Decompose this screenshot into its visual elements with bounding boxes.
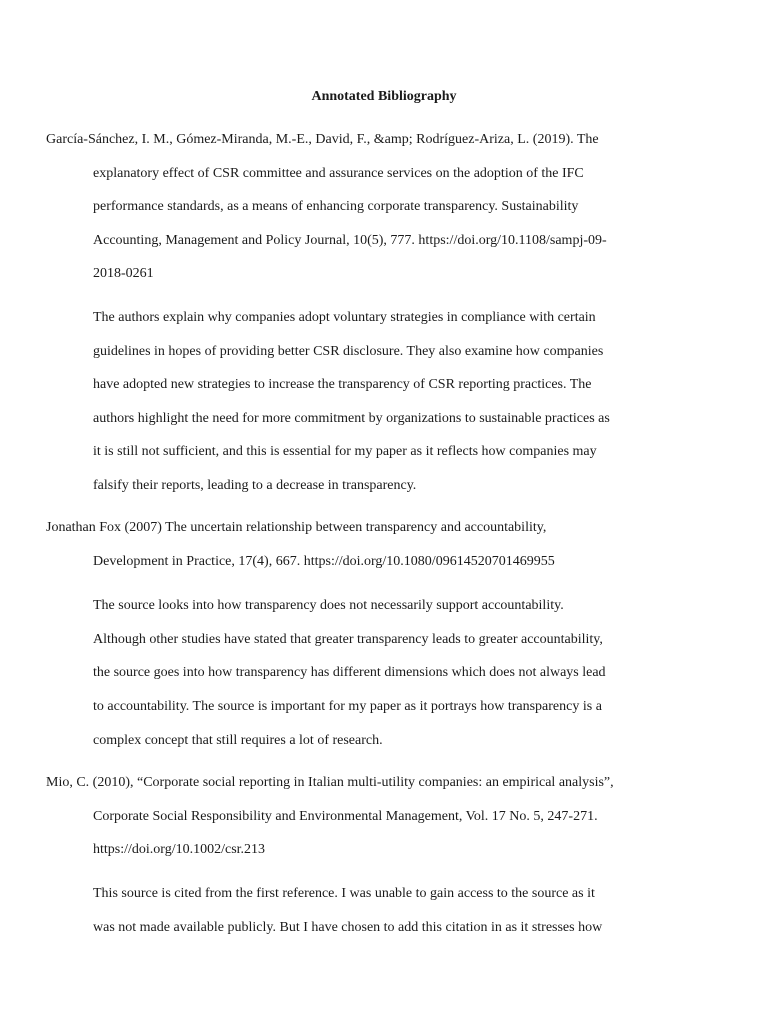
entry-1-annotation-line-5: it is still not sufficient, and this is essential for my paper as it reflects how companies may <box>93 444 597 459</box>
entry-1-citation-line-3: performance standards, as a means of enhancing corporate transparency. Sustainability <box>93 199 579 214</box>
entry-2-annotation-line-3: the source goes into how transparency has different dimensions which does not always lead <box>93 665 606 680</box>
entry-2-annotation-line-1: The source looks into how transparency does not necessarily support accountability. <box>93 598 564 613</box>
entry-2-citation-line-2: Development in Practice, 17(4), 667. https://doi.org/10.1080/09614520701469955 <box>93 554 555 569</box>
entry-1-citation-line-4: Accounting, Management and Policy Journal, 10(5), 777. https://doi.org/10.1108/sampj-09- <box>93 233 607 248</box>
entry-3-citation-line-3: https://doi.org/10.1002/csr.213 <box>93 842 266 857</box>
entry-1-citation-line-1: García-Sánchez, I. M., Gómez-Miranda, M.-E., David, F., &amp; Rodríguez-Ariza, L. (2019). The <box>46 132 599 147</box>
entry-2-annotation-line-4: to accountability. The source is important for my paper as it portrays how transparency is a <box>93 699 602 714</box>
entry-1-citation-line-5: 2018-0261 <box>93 266 154 281</box>
entry-2-annotation-line-5: complex concept that still requires a lot of research. <box>93 733 383 748</box>
page-title: Annotated Bibliography <box>311 89 457 104</box>
entry-1-annotation-line-6: falsify their reports, leading to a decrease in transparency. <box>93 478 417 493</box>
entry-1-annotation-line-3: have adopted new strategies to increase the transparency of CSR reporting practices. The <box>93 377 592 392</box>
entry-1-annotation-line-1: The authors explain why companies adopt voluntary strategies in compliance with certain <box>93 310 596 325</box>
entry-1-citation-line-2: explanatory effect of CSR committee and assurance services on the adoption of the IFC <box>93 166 584 181</box>
entry-3-annotation-line-1: This source is cited from the first reference. I was unable to gain access to the source as it <box>93 886 595 901</box>
entry-3-annotation-line-2: was not made available publicly. But I have chosen to add this citation in as it stresses how <box>93 920 603 935</box>
entry-1-annotation-line-2: guidelines in hopes of providing better CSR disclosure. They also examine how companies <box>93 344 604 359</box>
entry-3-citation-line-1: Mio, C. (2010), “Corporate social reporting in Italian multi-utility companies: an empirical analysis”, <box>46 775 614 790</box>
entry-2-citation-line-1: Jonathan Fox (2007) The uncertain relationship between transparency and accountability, <box>46 520 547 535</box>
entry-1-annotation-line-4: authors highlight the need for more commitment by organizations to sustainable practices as <box>93 411 610 426</box>
entry-2-annotation-line-2: Although other studies have stated that greater transparency leads to greater accountability, <box>93 632 603 647</box>
entry-3-citation-line-2: Corporate Social Responsibility and Environmental Management, Vol. 17 No. 5, 247-271. <box>93 809 598 824</box>
